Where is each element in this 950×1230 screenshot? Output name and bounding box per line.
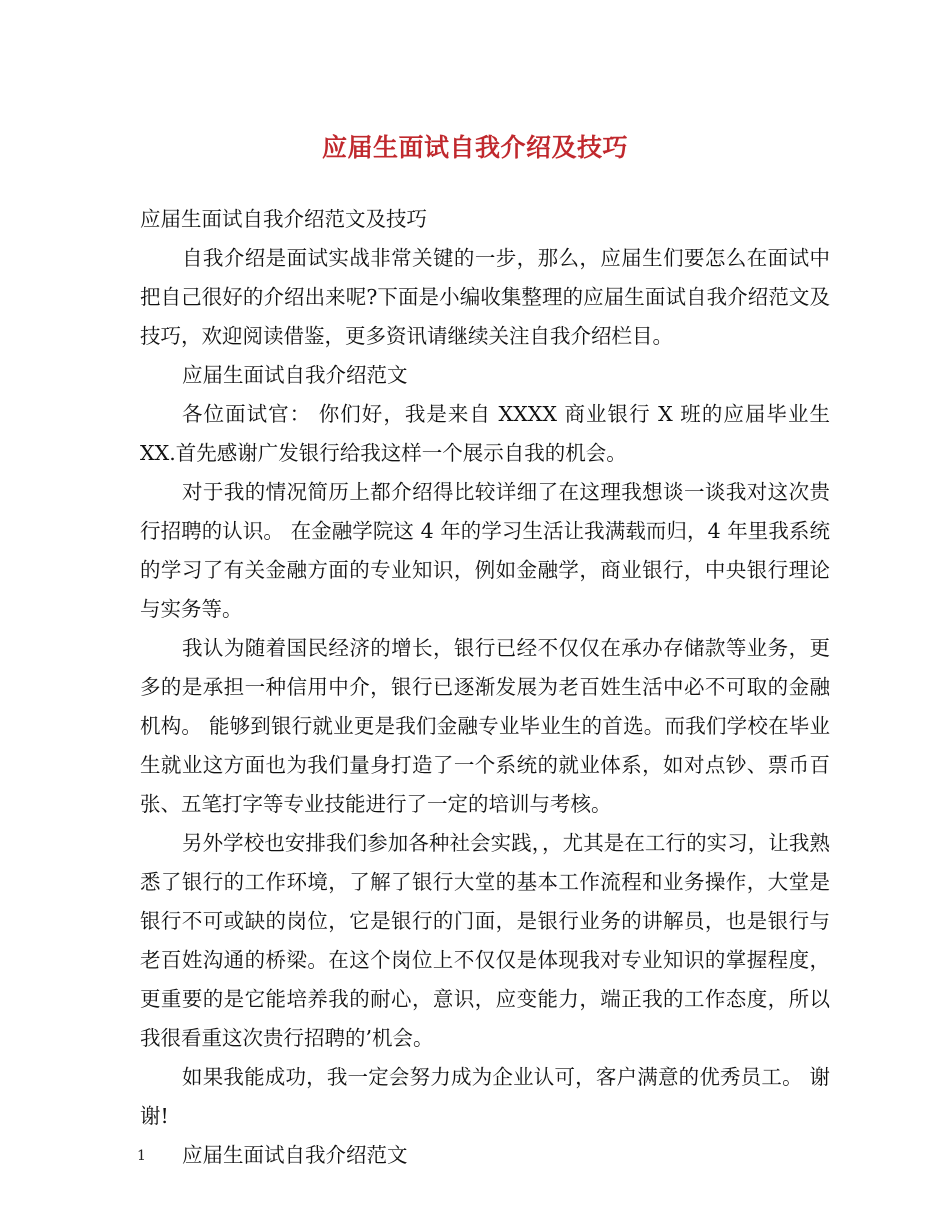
paragraph-greeting: 各位面试官： 你们好，我是来自 XXXX 商业银行 X 班的应届毕业生 XX.首先感谢广发银行给我这样一个展示自我的机会。 (140, 402, 830, 465)
paragraph-banking: 我认为随着国民经济的增长，银行已经不仅仅在承办存储款等业务，更多的是承担一种信用中介，银行已逐渐发展为老百姓生活中必不可取的金融机构。 能够到银行就业更是我们金融专业毕业生的首选。而我们学校在毕业生就业这方面也为我们量身打造了一个系统的就业体系，如对点钞、票币百张、五笔打字等专业技能进行了一定的培训与考核。 (140, 636, 830, 816)
paragraph-closing: 如果我能成功，我一定会努力成为企业认可，客户满意的优秀员工。 谢谢! (140, 1065, 830, 1128)
subheading-second: 应届生面试自我介绍范文 (182, 1143, 408, 1167)
subheading: 应届生面试自我介绍范文 (182, 363, 408, 387)
page-number: 1 (137, 1148, 146, 1164)
document-title: 应届生面试自我介绍及技巧 (321, 133, 628, 162)
paragraph-practice: 另外学校也安排我们参加各种社会实践，，尤其是在工行的实习，让我熟悉了银行的工作环境，了解了银行大堂的基本工作流程和业务操作，大堂是银行不可或缺的岗位，它是银行的门面，是银行业务的讲解员，也是银行与老百姓沟通的桥梁。在这个岗位上不仅仅是体现我对专业知识的掌握程度，更重要的是它能培养我的耐心，意识，应变能力，端正我的工作态度，所以我很看重这次贵行招聘的’机会。 (140, 831, 830, 1050)
section-heading: 应届生面试自我介绍范文及技巧 (140, 207, 427, 231)
document-body (140, 200, 830, 1175)
paragraph-intro: 自我介绍是面试实战非常关键的一步，那么，应届生们要怎么在面试中把自己很好的介绍出来呢?下面是小编收集整理的应届生面试自我介绍范文及技巧，欢迎阅读借鉴，更多资讯请继续关注自我介绍栏目。 (140, 246, 830, 348)
paragraph-recognition: 对于我的情况简历上都介绍得比较详细了在这理我想谈一谈我对这次贵行招聘的认识。 在金融学院这 4 年的学习生活让我满载而归，4 年里我系统的学习了有关金融方面的专业知识，例如金融学，商业银行，中央银行理论与实务等。 (140, 480, 830, 621)
